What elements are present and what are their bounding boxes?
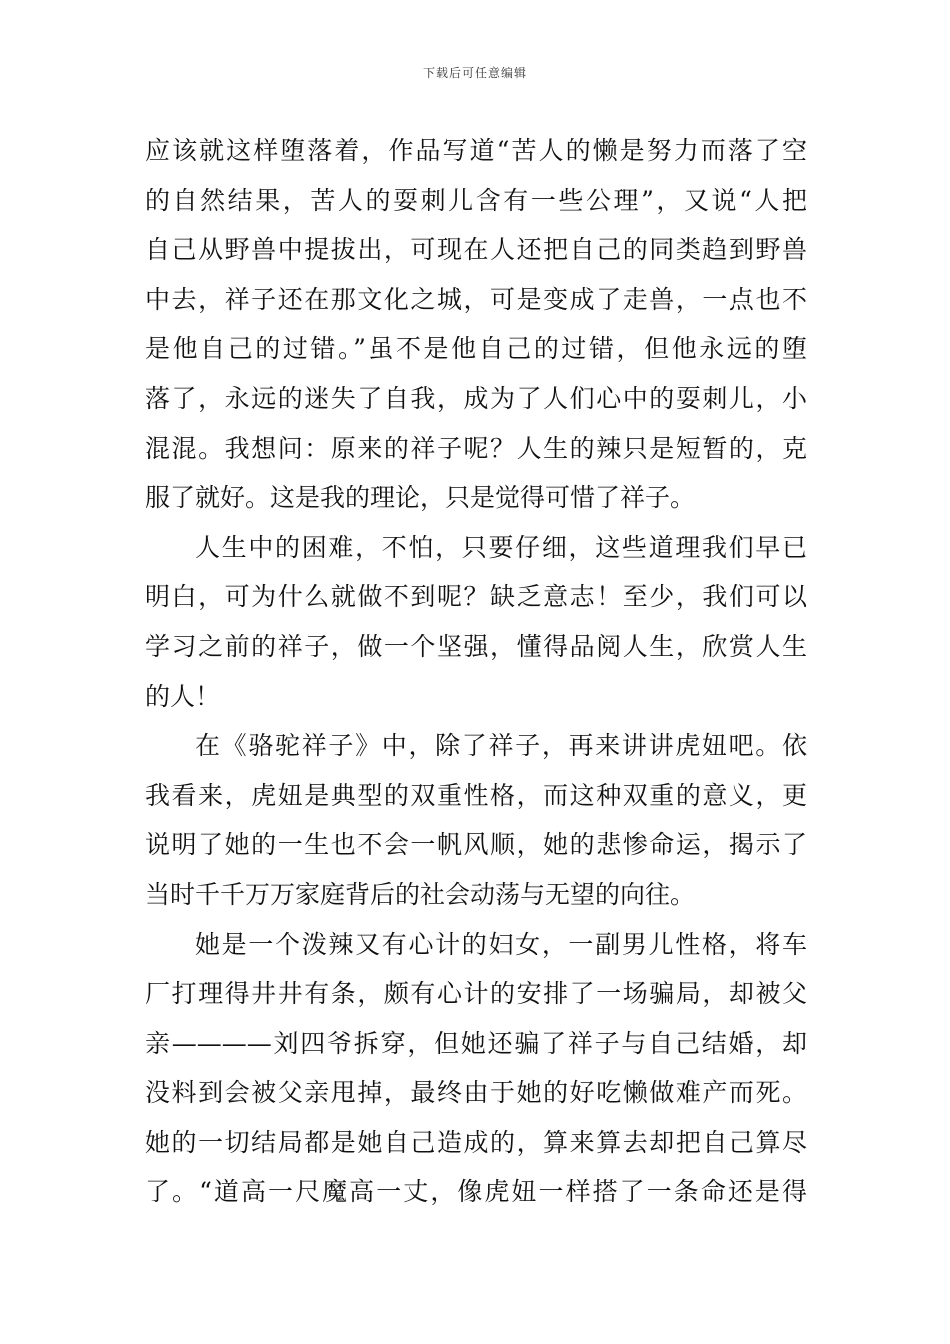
text-line: 亲————刘四爷拆穿，但她还骗了祥子与自己结婚，却: [145, 1028, 807, 1058]
text-line: 的人！: [145, 681, 221, 711]
text-line: 没料到会被父亲甩掉，最终由于她的好吃懒做难产而死。: [145, 1078, 807, 1108]
text-line: 落了，永远的迷失了自我，成为了人们心中的耍刺儿，小: [145, 383, 807, 413]
text-line: 是他自己的过错。”虽不是他自己的过错，但他永远的堕: [145, 334, 807, 364]
text-line: 当时千千万万家庭背后的社会动荡与无望的向往。: [145, 879, 696, 909]
document-body: [145, 126, 807, 1217]
text-line: 应该就这样堕落着，作品写道“苦人的懒是努力而落了空: [145, 136, 807, 165]
text-line: 混混。我想问：原来的祥子呢？人生的辣只是短暂的，克: [145, 433, 807, 463]
page-header: 下载后可任意编辑: [422, 66, 527, 80]
text-line: 人生中的困难，不怕，只要仔细，这些道理我们早已: [195, 532, 807, 562]
text-line: 我看来，虎妞是典型的双重性格，而这种双重的意义，更: [145, 780, 807, 810]
text-line: 服了就好。这是我的理论，只是觉得可惜了祥子。: [145, 483, 696, 513]
text-line: 了。“道高一尺魔高一丈，像虎妞一样搭了一条命还是得: [145, 1177, 807, 1207]
text-line: 中去，祥子还在那文化之城，可是变成了走兽，一点也不: [145, 284, 807, 314]
text-line: 说明了她的一生也不会一帆风顺，她的悲惨命运，揭示了: [145, 830, 807, 860]
text-line: 在《骆驼祥子》中，除了祥子，再来讲讲虎妞吧。依: [195, 731, 807, 761]
text-line: 自己从野兽中提拔出，可现在人还把自己的同类趋到野兽: [145, 235, 807, 265]
text-line: 她是一个泼辣又有心计的妇女，一副男儿性格，将车: [195, 929, 807, 959]
text-line: 的自然结果，苦人的耍刺儿含有一些公理”，又说“人把: [145, 185, 807, 215]
text-line: 她的一切结局都是她自己造成的，算来算去却把自己算尽: [145, 1127, 807, 1157]
text-line: 学习之前的祥子，做一个坚强，懂得品阅人生，欣赏人生: [145, 631, 807, 661]
text-line: 明白，可为什么就做不到呢？缺乏意志！至少，我们可以: [145, 582, 807, 612]
text-line: 厂打理得井井有条，颇有心计的安排了一场骗局，却被父: [145, 979, 807, 1009]
